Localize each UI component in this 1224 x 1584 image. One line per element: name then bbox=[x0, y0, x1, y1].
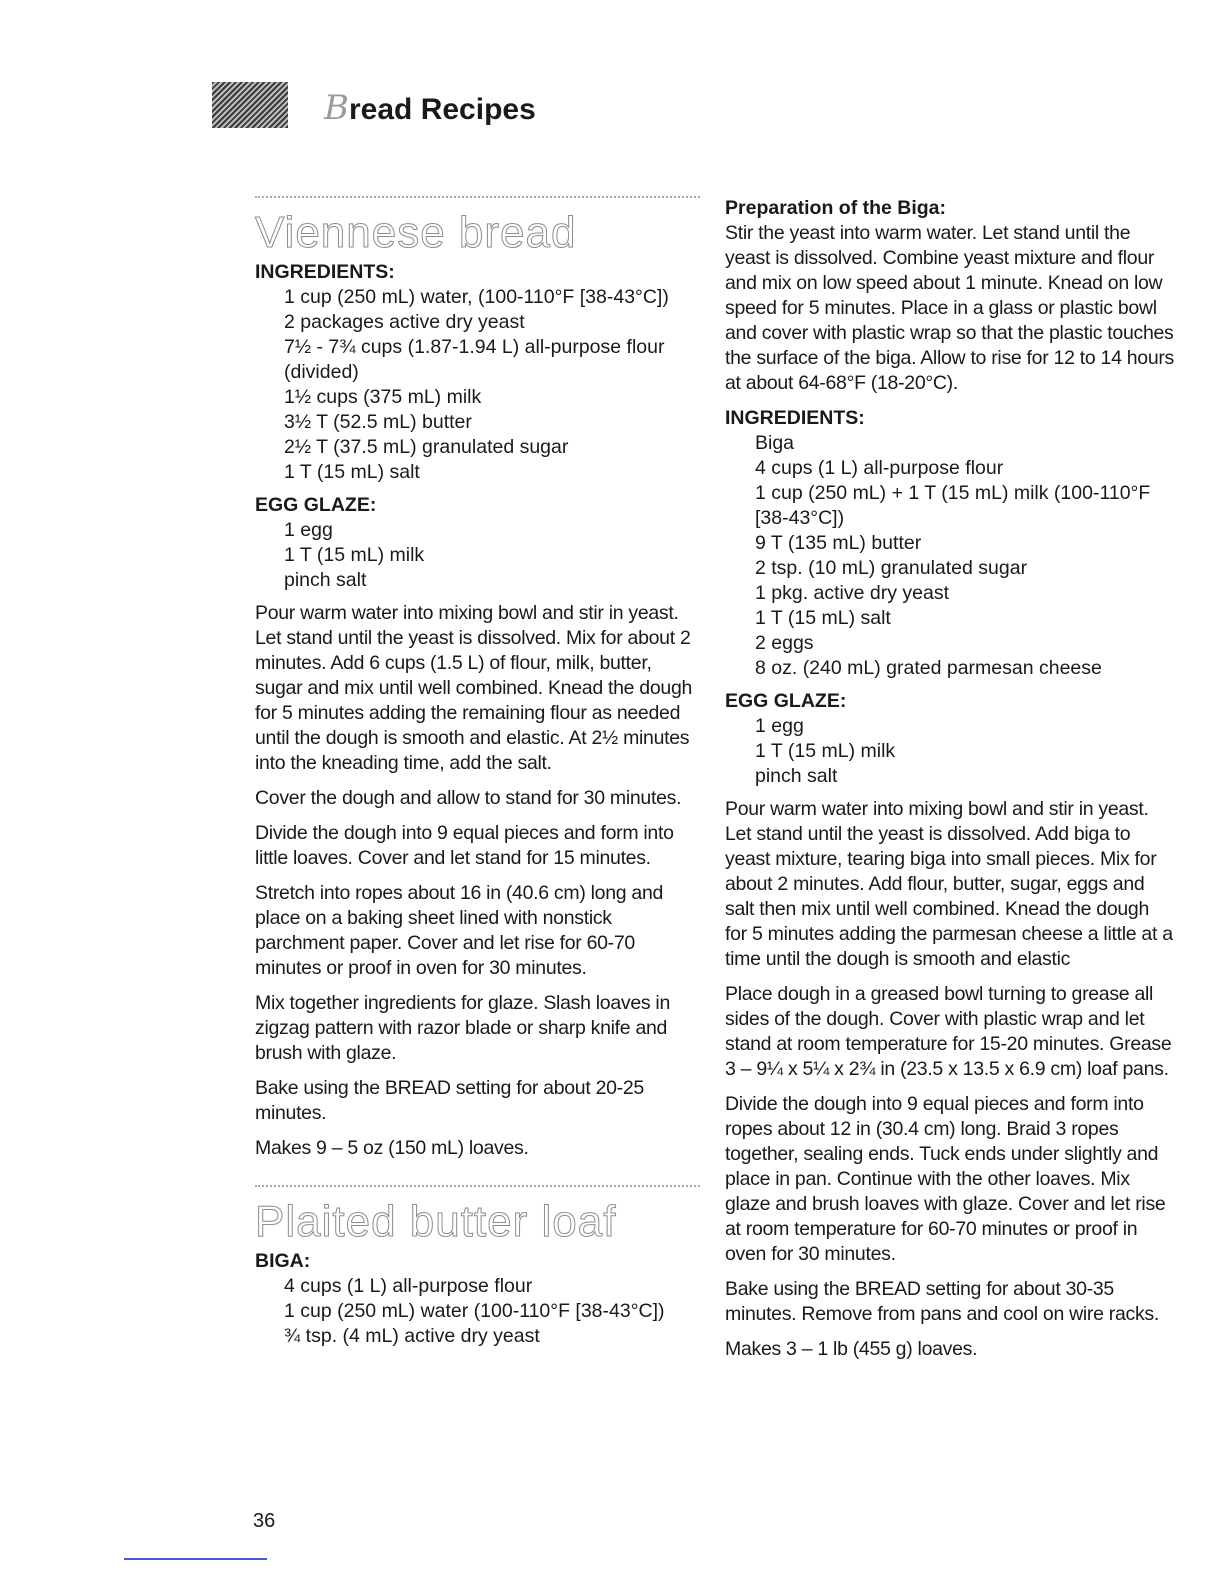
ingredients-heading: INGREDIENTS: bbox=[725, 407, 865, 429]
instruction-paragraph: Cover the dough and allow to stand for 30 minutes. bbox=[255, 787, 682, 809]
yield-paragraph: Makes 3 – 1 lb (455 g) loaves. bbox=[725, 1338, 978, 1360]
biga-heading: BIGA: bbox=[255, 1250, 311, 1272]
ingredient-item: 1 cup (250 mL) water, (100-110°F [38-43°C]) bbox=[284, 286, 669, 308]
ingredient-item: 2 packages active dry yeast bbox=[284, 311, 525, 333]
biga-prep-paragraph: Stir the yeast into warm water. Let stand until the yeast is dissolved. Combine yeast mixture and flour and mix on low speed about 1 minute. Knead on low speed for 5 minutes. Place in a glass or plastic bowl and cover with plastic wrap so that the plastic touches the surface of the biga. Allow to rise for 12 to 14 hours at about 64-68°F (18-20°C). bbox=[725, 222, 1175, 394]
ingredient-item: 1 T (15 mL) salt bbox=[284, 461, 420, 483]
section-divider bbox=[255, 1185, 700, 1187]
instruction-paragraph: Pour warm water into mixing bowl and stir in yeast. Let stand until the yeast is dissolved. Add biga to yeast mixture, tearing biga into small pieces. Mix for about 2 minutes. Add flour, butter, sugar, eggs and salt then mix until well combined. Knead the dough for 5 minutes adding the parmesan cheese a little at a time until the dough is smooth and elastic bbox=[725, 798, 1173, 970]
yield-paragraph: Makes 9 – 5 oz (150 mL) loaves. bbox=[255, 1137, 529, 1159]
biga-prep-heading: Preparation of the Biga: bbox=[725, 197, 947, 219]
biga-item: 4 cups (1 L) all-purpose flour bbox=[284, 1275, 533, 1297]
instruction-paragraph: Place dough in a greased bowl turning to grease all sides of the dough. Cover with plastic wrap and let stand at room temperature for 15-20 minutes. Grease 3 – 9¼ x 5¼ x 2¾ in (23.5 x 13.5 x 6.9 cm) loaf pans. bbox=[725, 983, 1172, 1080]
ingredient-item: 2½ T (37.5 mL) granulated sugar bbox=[284, 436, 569, 458]
recipe-title-plaited: Plaited butter loaf bbox=[255, 1197, 617, 1246]
egg-glaze-list bbox=[725, 714, 1175, 789]
egg-glaze-heading: EGG GLAZE: bbox=[725, 690, 847, 712]
glaze-item: 1 T (15 mL) milk bbox=[284, 544, 425, 566]
ingredient-item: Biga bbox=[755, 432, 795, 454]
ingredient-item: 9 T (135 mL) butter bbox=[755, 532, 922, 554]
ingredient-item: 1 cup (250 mL) + 1 T (15 mL) milk (100-110°F bbox=[755, 482, 1151, 504]
glaze-item: pinch salt bbox=[284, 569, 367, 591]
ingredient-item: 2 tsp. (10 mL) granulated sugar bbox=[755, 557, 1028, 579]
ingredient-item: (divided) bbox=[284, 361, 359, 383]
section-title-text: read Recipes bbox=[349, 93, 536, 126]
biga-item: 1 cup (250 mL) water (100-110°F [38-43°C]) bbox=[284, 1300, 665, 1322]
recipe-title-viennese: Viennese bread bbox=[255, 208, 577, 257]
biga-list bbox=[255, 1274, 700, 1349]
instruction-paragraph: Divide the dough into 9 equal pieces and form into little loaves. Cover and let stand for 15 minutes. bbox=[255, 822, 674, 869]
ingredients-list bbox=[725, 431, 1175, 681]
ingredients-list bbox=[255, 285, 700, 485]
ingredient-item: 8 oz. (240 mL) grated parmesan cheese bbox=[755, 657, 1102, 679]
instruction-paragraph: Bake using the BREAD setting for about 30-35 minutes. Remove from pans and cool on wire racks. bbox=[725, 1278, 1159, 1325]
instruction-paragraph: Divide the dough into 9 equal pieces and form into ropes about 12 in (30.4 cm) long. Braid 3 ropes together, sealing ends. Tuck ends under slightly and place in pan. Continue with the other loaves. Mix glaze and brush loaves with glaze. Cover and let rise at room temperature for 60-70 minutes or proof in oven for 30 minutes. bbox=[725, 1093, 1166, 1265]
section-divider bbox=[255, 196, 700, 198]
egg-glaze-heading: EGG GLAZE: bbox=[255, 494, 377, 516]
instruction-paragraph: Stretch into ropes about 16 in (40.6 cm) long and place on a baking sheet lined with nonstick parchment paper. Cover and let rise for 60-70 minutes or proof in oven for 30 minutes. bbox=[255, 882, 664, 979]
glaze-item: pinch salt bbox=[755, 765, 838, 787]
glaze-item: 1 egg bbox=[284, 519, 333, 541]
ingredient-item: 1½ cups (375 mL) milk bbox=[284, 386, 482, 408]
ingredient-item: 2 eggs bbox=[755, 632, 814, 654]
instruction-paragraph: Bake using the BREAD setting for about 20-25 minutes. bbox=[255, 1077, 644, 1124]
biga-item: ¾ tsp. (4 mL) active dry yeast bbox=[284, 1325, 540, 1347]
instruction-paragraph: Pour warm water into mixing bowl and stir in yeast. Let stand until the yeast is dissolved. Mix for about 2 minutes. Add 6 cups (1.5 L) of flour, milk, butter, sugar and mix until well combined. Knead the dough for 5 minutes adding the remaining flour as needed until the dough is smooth and elastic. At 2½ minutes into the kneading time, add the salt. bbox=[255, 602, 693, 774]
ingredient-item: 1 T (15 mL) salt bbox=[755, 607, 891, 629]
ingredient-item: [38-43°C]) bbox=[755, 507, 845, 529]
ingredient-item: 7½ - 7¾ cups (1.87-1.94 L) all-purpose flour bbox=[284, 336, 665, 358]
glaze-item: 1 T (15 mL) milk bbox=[755, 740, 896, 762]
right-column bbox=[725, 196, 1175, 1372]
footer-rule bbox=[124, 1558, 267, 1560]
instruction-paragraph: Mix together ingredients for glaze. Slash loaves in zigzag pattern with razor blade or sharp knife and brush with glaze. bbox=[255, 992, 671, 1064]
glaze-item: 1 egg bbox=[755, 715, 804, 737]
ingredient-item: 1 pkg. active dry yeast bbox=[755, 582, 950, 604]
egg-glaze-list bbox=[255, 518, 700, 593]
ingredient-item: 3½ T (52.5 mL) butter bbox=[284, 411, 472, 433]
ingredient-item: 4 cups (1 L) all-purpose flour bbox=[755, 457, 1004, 479]
ingredients-heading: INGREDIENTS: bbox=[255, 261, 395, 283]
left-column bbox=[255, 196, 700, 1357]
section-title-initial: B bbox=[324, 88, 349, 128]
header-pattern-block bbox=[212, 82, 288, 128]
section-title bbox=[324, 88, 536, 128]
page-number: 36 bbox=[253, 1510, 276, 1532]
